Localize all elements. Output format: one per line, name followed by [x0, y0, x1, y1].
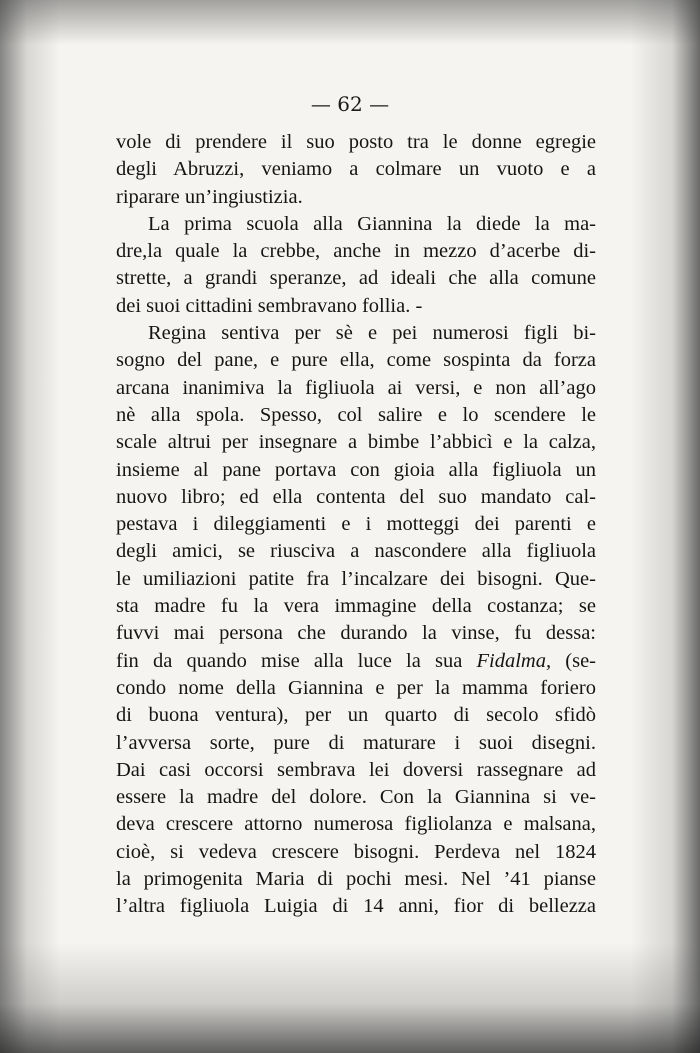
text-line — [116, 620, 596, 647]
body-text — [116, 129, 596, 921]
text-line — [116, 429, 596, 456]
text-line — [116, 511, 596, 538]
page-number: — 62 — — [310, 92, 390, 116]
text-line-content: degli amici, se riusciva a nascondere alla figliuola — [116, 540, 596, 563]
text-line — [116, 702, 596, 729]
scan-edge-right — [630, 0, 700, 1053]
scan-edge-bottom — [0, 943, 700, 1053]
text-line-content: le umiliazioni patite fra l’incalzare dei bisogni. Que- — [116, 567, 596, 590]
text-line-content: di buona ventura), per un quarto di secolo sfidò — [116, 704, 596, 727]
text-line — [116, 156, 596, 183]
text-line — [116, 347, 596, 374]
text-line — [116, 784, 596, 811]
text-line — [116, 811, 596, 838]
text-line-content: la primogenita Maria di pochi mesi. Nel ’41 pianse — [116, 868, 596, 891]
text-line — [116, 238, 596, 265]
text-line-content: fin da quando mise alla luce la sua — [116, 649, 463, 672]
text-line-content: essere la madre del dolore. Con la Giannina si ve- — [116, 786, 596, 809]
text-line — [116, 184, 596, 211]
italic-name: Fidalma, — [476, 649, 552, 672]
text-line — [116, 866, 596, 893]
text-line-content: l’avversa sorte, pure di maturare i suoi disegni. — [116, 731, 596, 754]
text-line — [116, 675, 596, 702]
text-line — [116, 566, 596, 593]
text-line — [116, 402, 596, 429]
text-line — [116, 538, 596, 565]
text-line-content: vole di prendere il suo posto tra le donne egregie — [116, 131, 596, 153]
text-line-tail: (se- — [565, 649, 597, 672]
text-line — [116, 893, 596, 920]
text-line-content: dei suoi cittadini sembravano follia. - — [116, 294, 423, 317]
text-line-content: scale altrui per insegnare a bimbe l’abbicì e la calza, — [116, 431, 596, 454]
text-line-content: insieme al pane portava con gioia alla figliuola un — [116, 458, 596, 481]
scan-edge-top — [0, 0, 700, 45]
text-line-content: nè alla spola. Spesso, col salire e lo scendere le — [116, 403, 596, 426]
text-line — [116, 129, 596, 156]
text-line-content: l’altra figliuola Luigia di 14 anni, fior di bellezza — [116, 895, 596, 918]
text-line-content: sta madre fu la vera immagine della costanza; se — [116, 595, 596, 618]
text-line-content: dre,la quale la crebbe, anche in mezzo d’acerbe di- — [116, 240, 596, 263]
text-line — [116, 211, 596, 238]
scan-edge-left — [0, 0, 60, 1053]
text-line — [116, 730, 596, 757]
text-line — [116, 484, 596, 511]
text-line-content: fuvvi mai persona che durando la vinse, fu dessa: — [116, 622, 596, 645]
text-line-content: riparare un’ingiustizia. — [116, 185, 303, 208]
text-line-content: strette, a grandi speranze, ad ideali che alla comune — [116, 267, 596, 290]
text-line-content: Regina sentiva per sè e pei numerosi figli bi- — [148, 322, 596, 345]
text-line-content: degli Abruzzi, veniamo a colmare un vuoto e a — [116, 158, 596, 181]
text-line-content: arcana inanimiva la figliuola ai versi, e non all’ago — [116, 376, 596, 399]
text-line — [116, 757, 596, 784]
text-line-content: deva crescere attorno numerosa figliolanza e malsana, — [116, 813, 596, 836]
text-line — [116, 375, 596, 402]
text-line — [116, 457, 596, 484]
text-line — [116, 648, 596, 675]
text-line-content: pestava i dileggiamenti e i motteggi dei parenti e — [116, 513, 596, 536]
text-line — [116, 839, 596, 866]
text-line-content: nuovo libro; ed ella contenta del suo mandato cal- — [116, 485, 596, 508]
text-line — [116, 320, 596, 347]
text-line — [116, 265, 596, 292]
text-line-content: sogno del pane, e pure ella, come sospinta da forza — [116, 349, 596, 372]
text-line-content: La prima scuola alla Giannina la diede la ma- — [148, 212, 596, 235]
text-line — [116, 293, 596, 320]
text-line-content: condo nome della Giannina e per la mamma foriero — [116, 676, 596, 699]
text-line-content: cioè, si vedeva crescere bisogni. Perdeva nel 1824 — [116, 840, 596, 863]
text-line — [116, 593, 596, 620]
text-line-content: Dai casi occorsi sembrava lei doversi rassegnare ad — [116, 758, 596, 781]
